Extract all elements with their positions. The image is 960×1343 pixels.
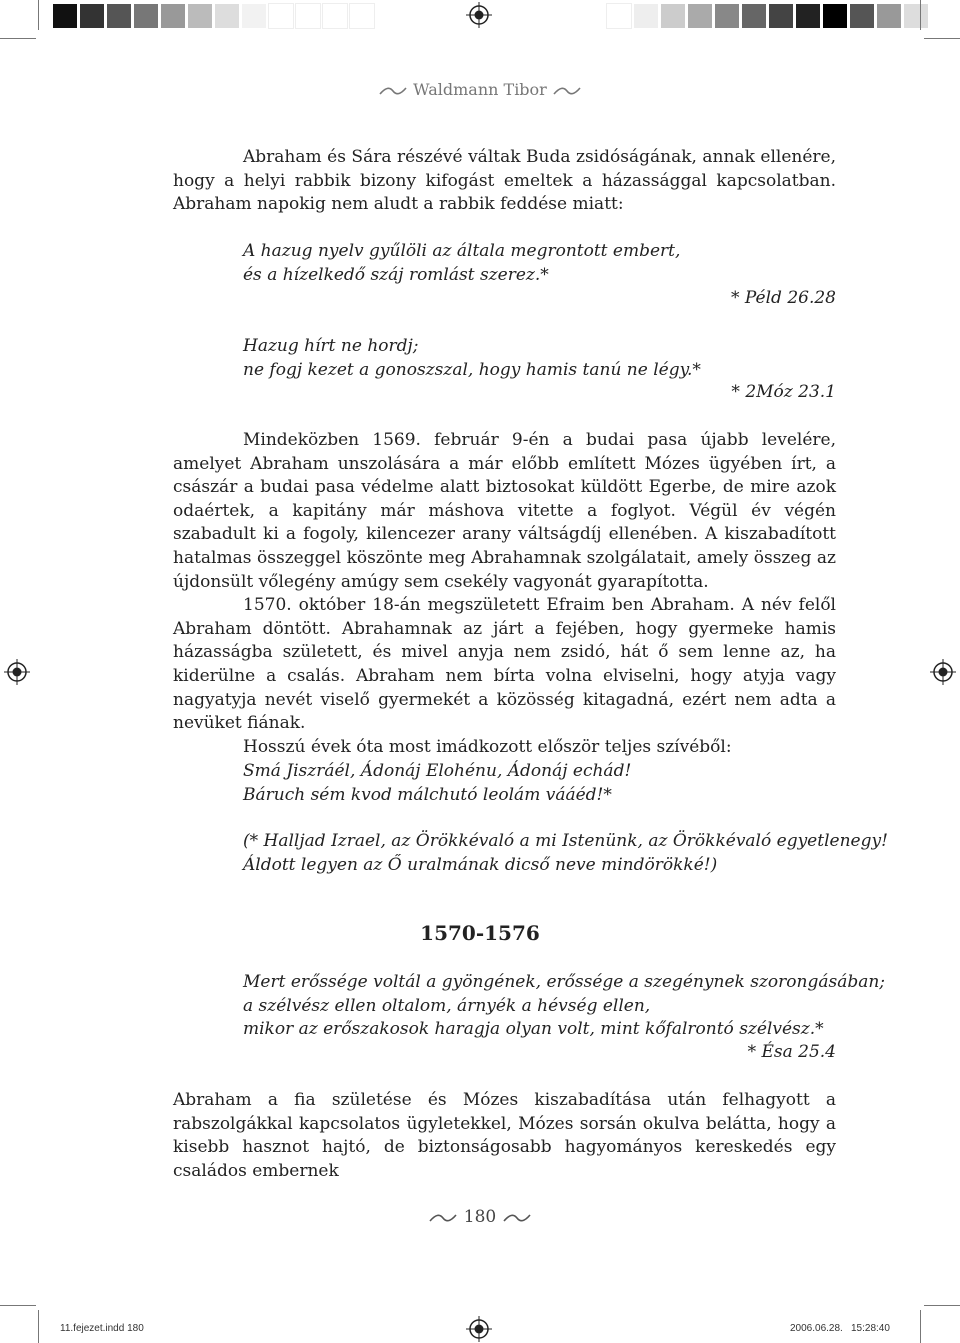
body-text-block (173, 1089, 836, 1183)
scripture-quote (243, 335, 701, 382)
quote-line: és a hízelkedő száj romlást szerez.* (243, 264, 549, 285)
color-swatch (323, 4, 347, 28)
color-swatch (742, 4, 766, 28)
paragraph: Mindeközben 1569. február 9-én a budai pasa újabb levelére, amelyet Abraham unszolására a már előbb említett Mózes ügyében írt, a császár a budai pasa védelme alatt biztosokat küldött Egerbe, de mire azok odaértek, a kapitány már máshova vitette a foglyot. Végül év végén szabadult ki a fogoly, kilencezer arany váltságdíj ellenében. A kiszabadított hatalmas összeggel köszönte meg Abrahamnak szolgálatait, amely összeg az újdonsült vőlegény amúgy sem csekély vagyonát gyarapította. (173, 430, 836, 592)
color-swatch (53, 4, 77, 28)
registration-mark-icon (4, 659, 30, 685)
running-title: Waldmann Tibor (413, 80, 547, 99)
paragraph: Abraham és Sára részévé váltak Buda zsidóságának, annak ellenére, hogy a helyi rabbik bizony kifogást emeltek a házassággal kapcsolatban. Abraham napokig nem aludt a rabbik feddése miatt: (173, 147, 836, 215)
quote-line: Smá Jiszráél, Ádonáj Elohénu, Ádonáj echád! (243, 761, 632, 781)
quote-line: (* Halljad Izrael, az Örökkévaló a mi Istenünk, az Örökkévaló egyetlenegy! (243, 831, 888, 851)
swash-ornament-icon (428, 1212, 458, 1224)
scripture-reference: * Péld 26.28 (730, 288, 836, 308)
crop-mark (924, 1305, 960, 1306)
color-swatch (296, 4, 320, 28)
crop-mark (920, 0, 921, 30)
color-swatch (107, 4, 131, 28)
paragraph: Hosszú évek óta most imádkozott először teljes szívéből: (243, 736, 732, 757)
color-swatch (607, 4, 631, 28)
crop-mark (0, 1305, 36, 1306)
color-swatch (661, 4, 685, 28)
swash-ornament-icon (552, 85, 582, 97)
registration-mark-icon (466, 1316, 492, 1342)
paragraph: 1570. október 18-án megszületett Efraim ben Abraham. A név felől Abraham döntött. Abrahamnak az járt a fejében, hogy gyermeke hamis házasságba született, és mivel anyja nem zsidó, hát ő sem lenne az, ha kiderülne a csalás. Abraham nem bírta volna elviselni, hogy atyja vagy nagyatyja nevét viselő gyermekét a közösség kitagadná, ezért nem adta a nevüket fiának. (173, 595, 836, 734)
crop-mark (920, 1310, 921, 1343)
registration-mark-icon (466, 2, 492, 28)
scripture-quote (243, 971, 885, 1042)
quote-line: Báruch sém kvod málchutó leolám vááéd!* (243, 784, 612, 805)
crop-mark (0, 38, 36, 39)
running-header (0, 80, 960, 99)
quote-line: A hazug nyelv gyűlöli az általa megrontott embert, (243, 241, 681, 261)
paragraph: Abraham a fia születése és Mózes kiszabadítása után felhagyott a rabszolgákkal kapcsolatos ügyletekkel, Mózes sorsán okulva belátta, hogy a kisebb hasznot hajtó, de biztonságosabb hagyományos kereskedés egy családos embernek (173, 1090, 836, 1181)
quote-line: Áldott legyen az Ő uralmának dicső neve mindörökké!) (243, 854, 718, 875)
color-swatch (161, 4, 185, 28)
color-swatch (134, 4, 158, 28)
body-text-block (173, 429, 836, 759)
page-number-value: 180 (463, 1207, 497, 1227)
prayer-quote (243, 760, 631, 807)
crop-mark (38, 0, 39, 30)
scripture-quote (243, 240, 680, 287)
color-bar-left (53, 4, 377, 28)
scripture-reference: * Ésa 25.4 (747, 1042, 836, 1062)
body-text-block (173, 146, 836, 217)
registration-mark-icon (930, 659, 956, 685)
color-swatch (769, 4, 793, 28)
color-swatch (269, 4, 293, 28)
color-swatch (242, 4, 266, 28)
prayer-translation (243, 830, 888, 877)
color-swatch (215, 4, 239, 28)
footer-date: 2006.06.28. (790, 1323, 843, 1334)
quote-line: mikor az erőszakosok haragja olyan volt, mint kőfalrontó szélvész.* (243, 1019, 824, 1040)
color-swatch (634, 4, 658, 28)
page-number (0, 1207, 960, 1227)
color-swatch (80, 4, 104, 28)
color-bar-right (607, 4, 931, 28)
quote-line: Hazug hírt ne hordj; (243, 336, 419, 356)
color-swatch (688, 4, 712, 28)
color-swatch (877, 4, 901, 28)
swash-ornament-icon (502, 1212, 532, 1224)
color-swatch (823, 4, 847, 28)
footer-time: 15:28:40 (851, 1323, 890, 1334)
color-swatch (350, 4, 374, 28)
quote-line: ne fogj kezet a gonoszszal, hogy hamis tanú ne légy.* (243, 359, 701, 380)
swash-ornament-icon (378, 85, 408, 97)
section-heading: 1570-1576 (420, 921, 540, 945)
crop-mark (38, 1310, 39, 1343)
crop-mark (924, 38, 960, 39)
color-swatch (188, 4, 212, 28)
color-swatch (904, 4, 928, 28)
color-swatch (796, 4, 820, 28)
color-swatch (715, 4, 739, 28)
footer-filename: 11.fejezet.indd 180 (60, 1323, 144, 1334)
quote-line: Mert erőssége voltál a gyöngének, erőssége a szegénynek szorongásában; (243, 972, 886, 992)
color-swatch (850, 4, 874, 28)
quote-line: a szélvész ellen oltalom, árnyék a hévség ellen, (243, 995, 651, 1016)
scripture-reference: * 2Móz 23.1 (731, 382, 836, 402)
